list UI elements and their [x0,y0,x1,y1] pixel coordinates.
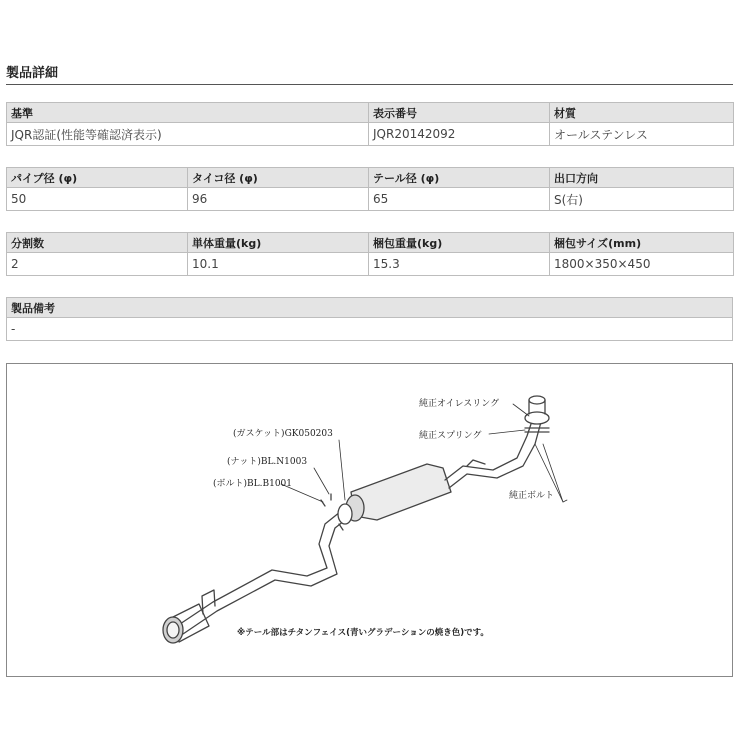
value-product-notes: - [7,318,733,341]
value-material: オールステンレス [550,123,734,146]
value-package-weight: 15.3 [369,253,550,276]
exhaust-diagram [6,363,733,677]
tail-finish-note: ※テール部はチタンフェイス(青いグラデーションの焼き色)です。 [237,628,489,638]
header-package-weight: 梱包重量(kg) [369,233,550,253]
label-bolt: (ボルト)BL.B1001 [213,479,292,489]
spec-table-standard [6,102,734,146]
header-split-count: 分割数 [7,233,188,253]
section-title: 製品詳細 [6,66,59,81]
header-unit-weight: 単体重量(kg) [188,233,369,253]
value-muffler-diameter: 96 [188,188,369,211]
muffler-body [351,464,451,520]
value-exit-direction: S(右) [550,188,734,211]
header-exit-direction: 出口方向 [550,168,734,188]
header-muffler-diameter: タイコ径 (φ) [188,168,369,188]
spec-table-weights [6,232,734,276]
header-package-size: 梱包サイズ(mm) [550,233,734,253]
header-tail-diameter: テール径 (φ) [369,168,550,188]
label-nut: (ナット)BL.N1003 [227,457,308,467]
hanger-rod [467,460,485,466]
header-standard: 基準 [7,103,369,123]
header-material: 材質 [550,103,734,123]
tail-tip-inner [167,622,179,638]
header-display-number: 表示番号 [369,103,550,123]
tail-pipe-inner [183,514,353,634]
value-unit-weight: 10.1 [188,253,369,276]
header-pipe-diameter: パイプ径 (φ) [7,168,188,188]
label-stock-bolt: 純正ボルト [509,491,555,501]
flange [338,504,352,524]
title-divider [6,84,733,85]
label-gasket: (ガスケット)GK050203 [233,429,333,439]
label-stock-spring: 純正スプリング [419,431,482,441]
spec-table-diameters [6,167,734,211]
spec-table-notes [6,297,733,341]
label-stock-oil-ring: 純正オイレスリング [419,399,500,409]
value-display-number: JQR20142092 [369,123,550,146]
value-standard: JQR認証(性能等確認済表示) [7,123,369,146]
value-tail-diameter: 65 [369,188,550,211]
header-product-notes: 製品備考 [7,298,733,318]
value-split-count: 2 [7,253,188,276]
value-pipe-diameter: 50 [7,188,188,211]
value-package-size: 1800×350×450 [550,253,734,276]
front-pipe-top [529,396,545,404]
